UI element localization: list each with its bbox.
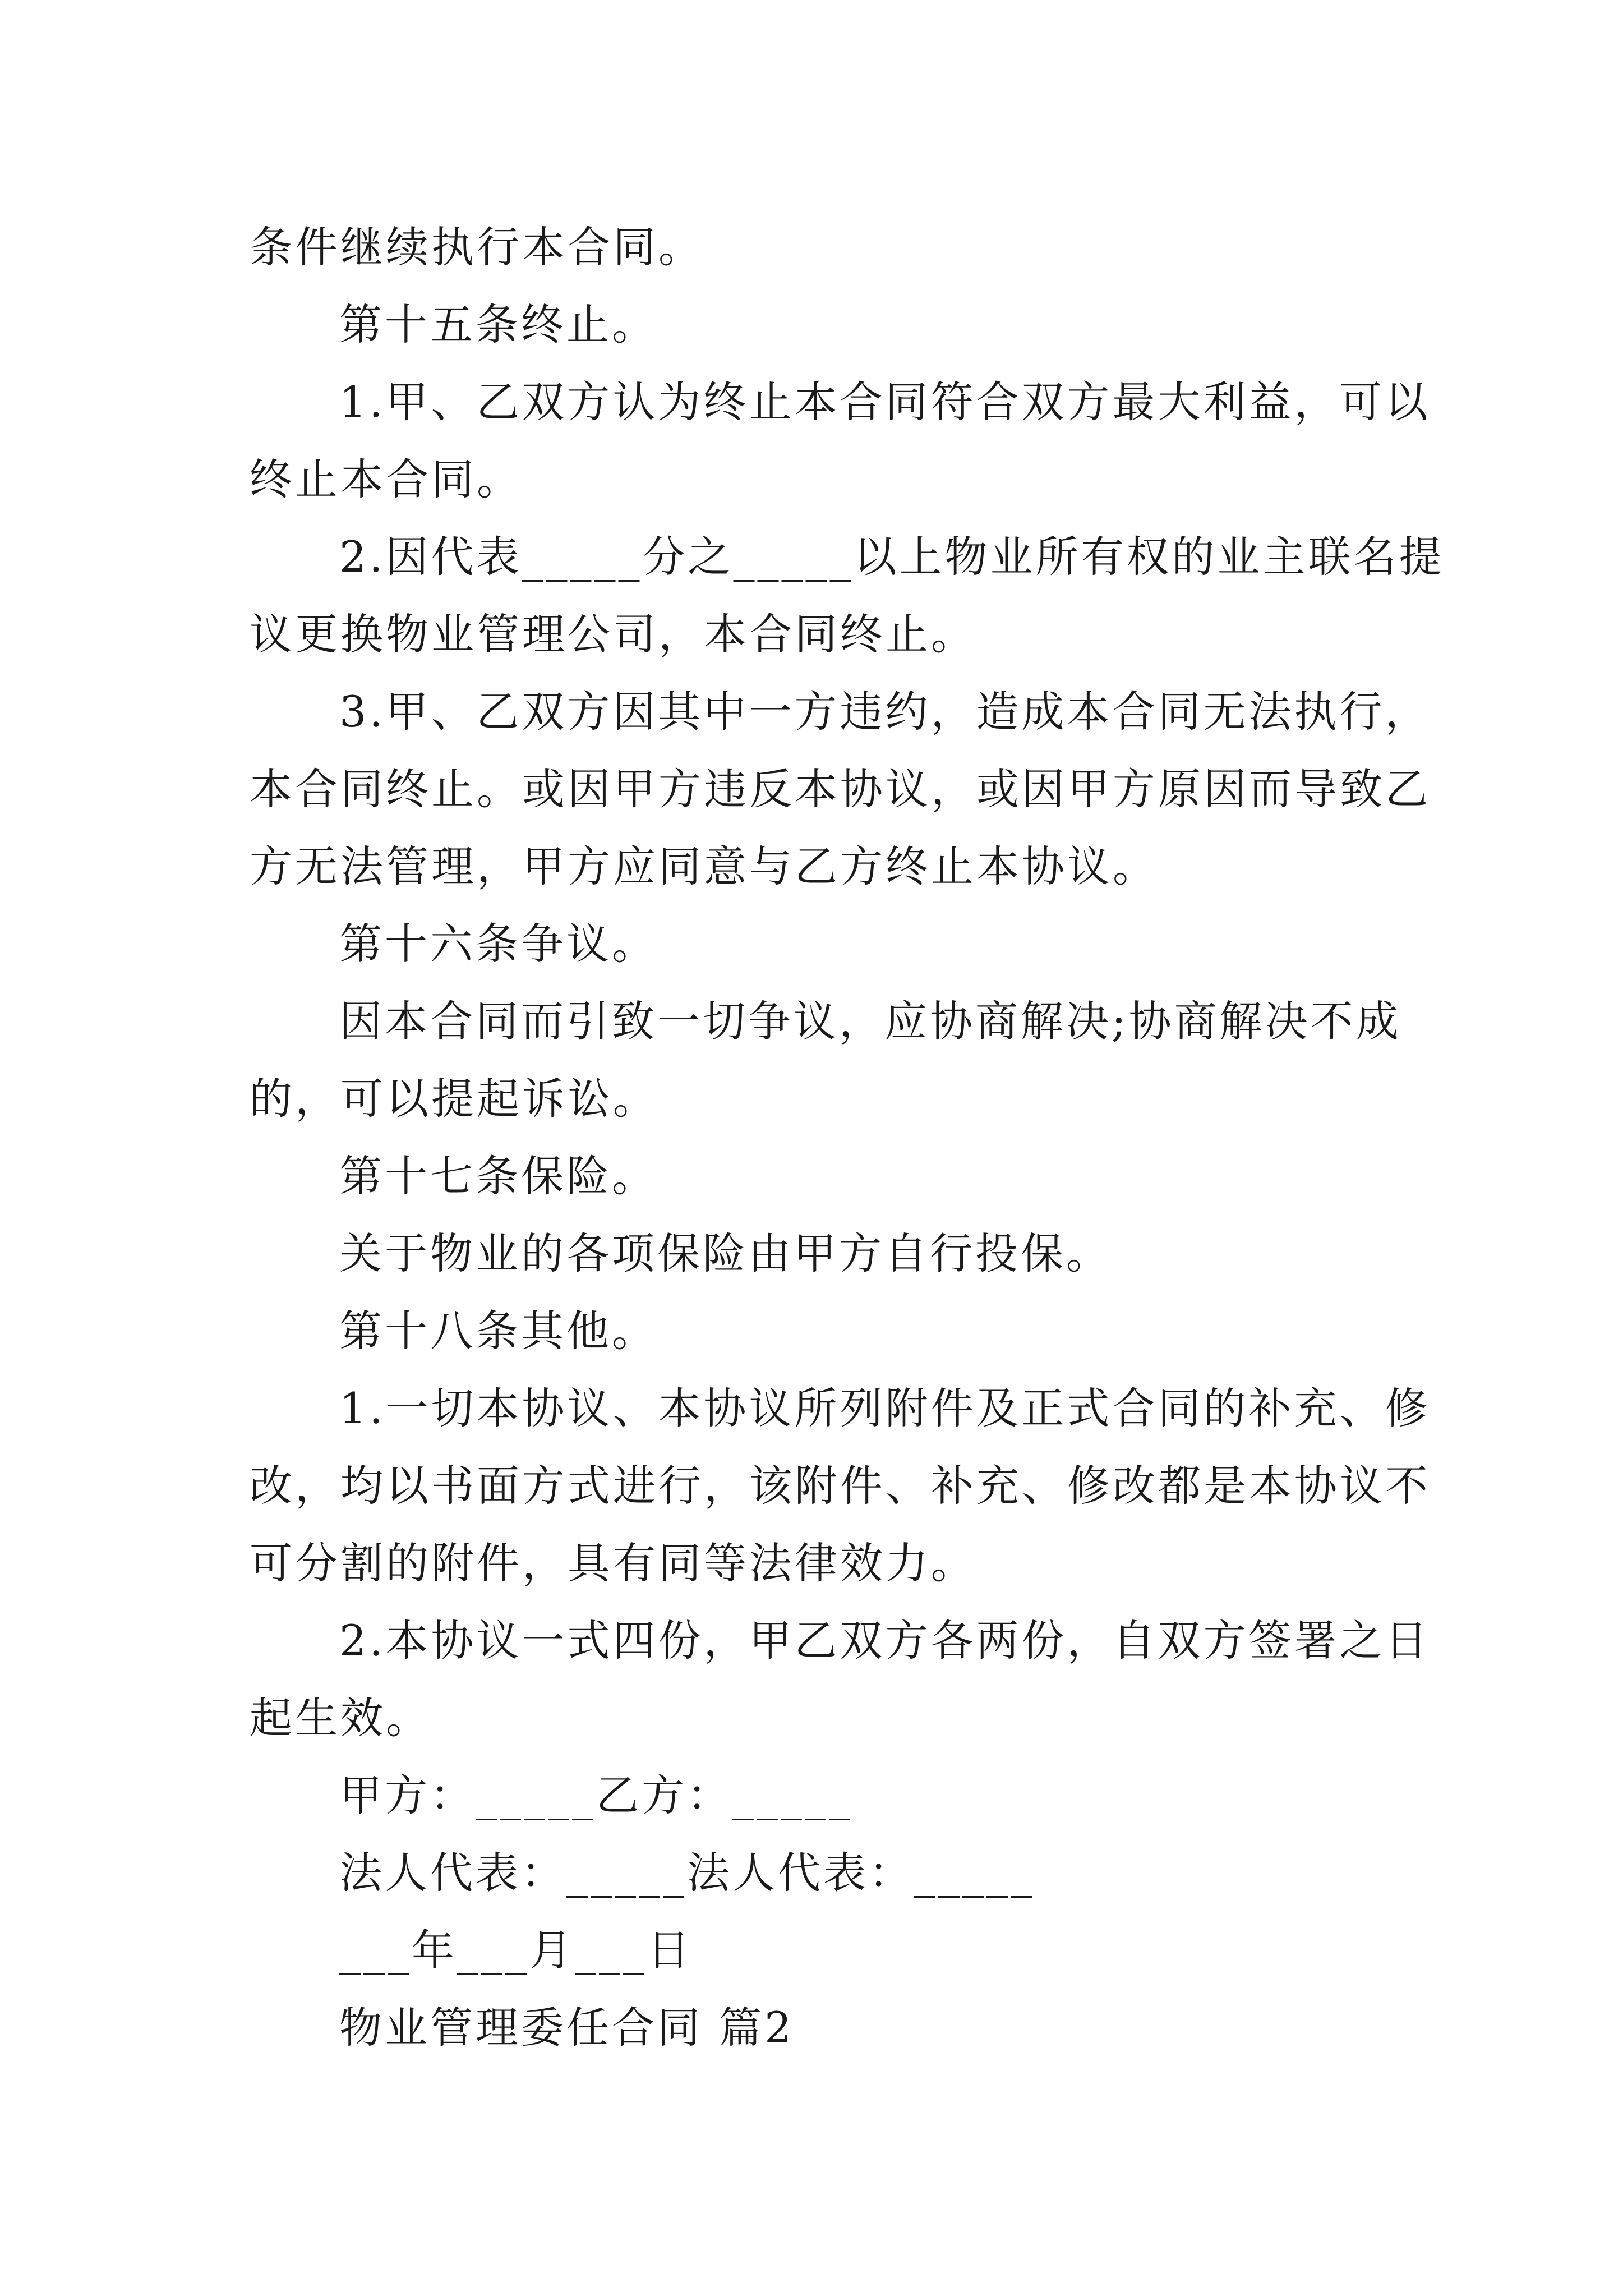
text-line: 因本合同而引致一切争议，应协商解决;协商解决不成: [339, 996, 1401, 1046]
article-heading: 第十五条终止。: [339, 300, 657, 349]
text-line: 议更换物业管理公司，本合同终止。: [250, 609, 976, 659]
text-line: 1.一切本协议、本协议所列附件及正式合同的补充、修: [339, 1383, 1431, 1433]
text-line: 可分割的附件，具有同等法律效力。: [250, 1538, 976, 1588]
text-line: 改，均以书面方式进行，该附件、补充、修改都是本协议不: [250, 1461, 1431, 1511]
article-heading: 第十八条其他。: [339, 1306, 657, 1356]
section-title: 物业管理委任合同 篇2: [339, 2003, 795, 2053]
signature-line-representative: 法人代表：_____法人代表：_____: [339, 1848, 1035, 1898]
text-line: 3.甲、乙双方因其中一方违约，造成本合同无法执行，: [339, 687, 1431, 737]
text-line: 终止本合同。: [250, 454, 522, 504]
text-line: 1.甲、乙双方认为终止本合同符合双方最大利益，可以: [339, 377, 1431, 427]
text-line: 条件继续执行本合同。: [250, 222, 704, 272]
signature-line-party: 甲方：_____乙方：_____: [339, 1770, 853, 1820]
document-body: [250, 209, 1445, 2067]
text-line: 2.本协议一式四份，甲乙双方各两份，自双方签署之日: [339, 1616, 1431, 1665]
text-line: 2.因代表_____分之_____以上物业所有权的业主联名提: [339, 532, 1445, 582]
text-line: 本合同终止。或因甲方违反本协议，或因甲方原因而导致乙: [250, 764, 1431, 814]
article-heading: 第十六条争议。: [339, 919, 657, 969]
text-line: 方无法管理，甲方应同意与乙方终止本协议。: [250, 841, 1158, 891]
date-line: ___年___月___日: [339, 1925, 693, 1975]
text-line: 起生效。: [250, 1693, 431, 1743]
text-line: 的，可以提起诉讼。: [250, 1074, 658, 1124]
article-heading: 第十七条保险。: [339, 1151, 657, 1201]
text-line: 关于物业的各项保险由甲方自行投保。: [339, 1228, 1112, 1278]
